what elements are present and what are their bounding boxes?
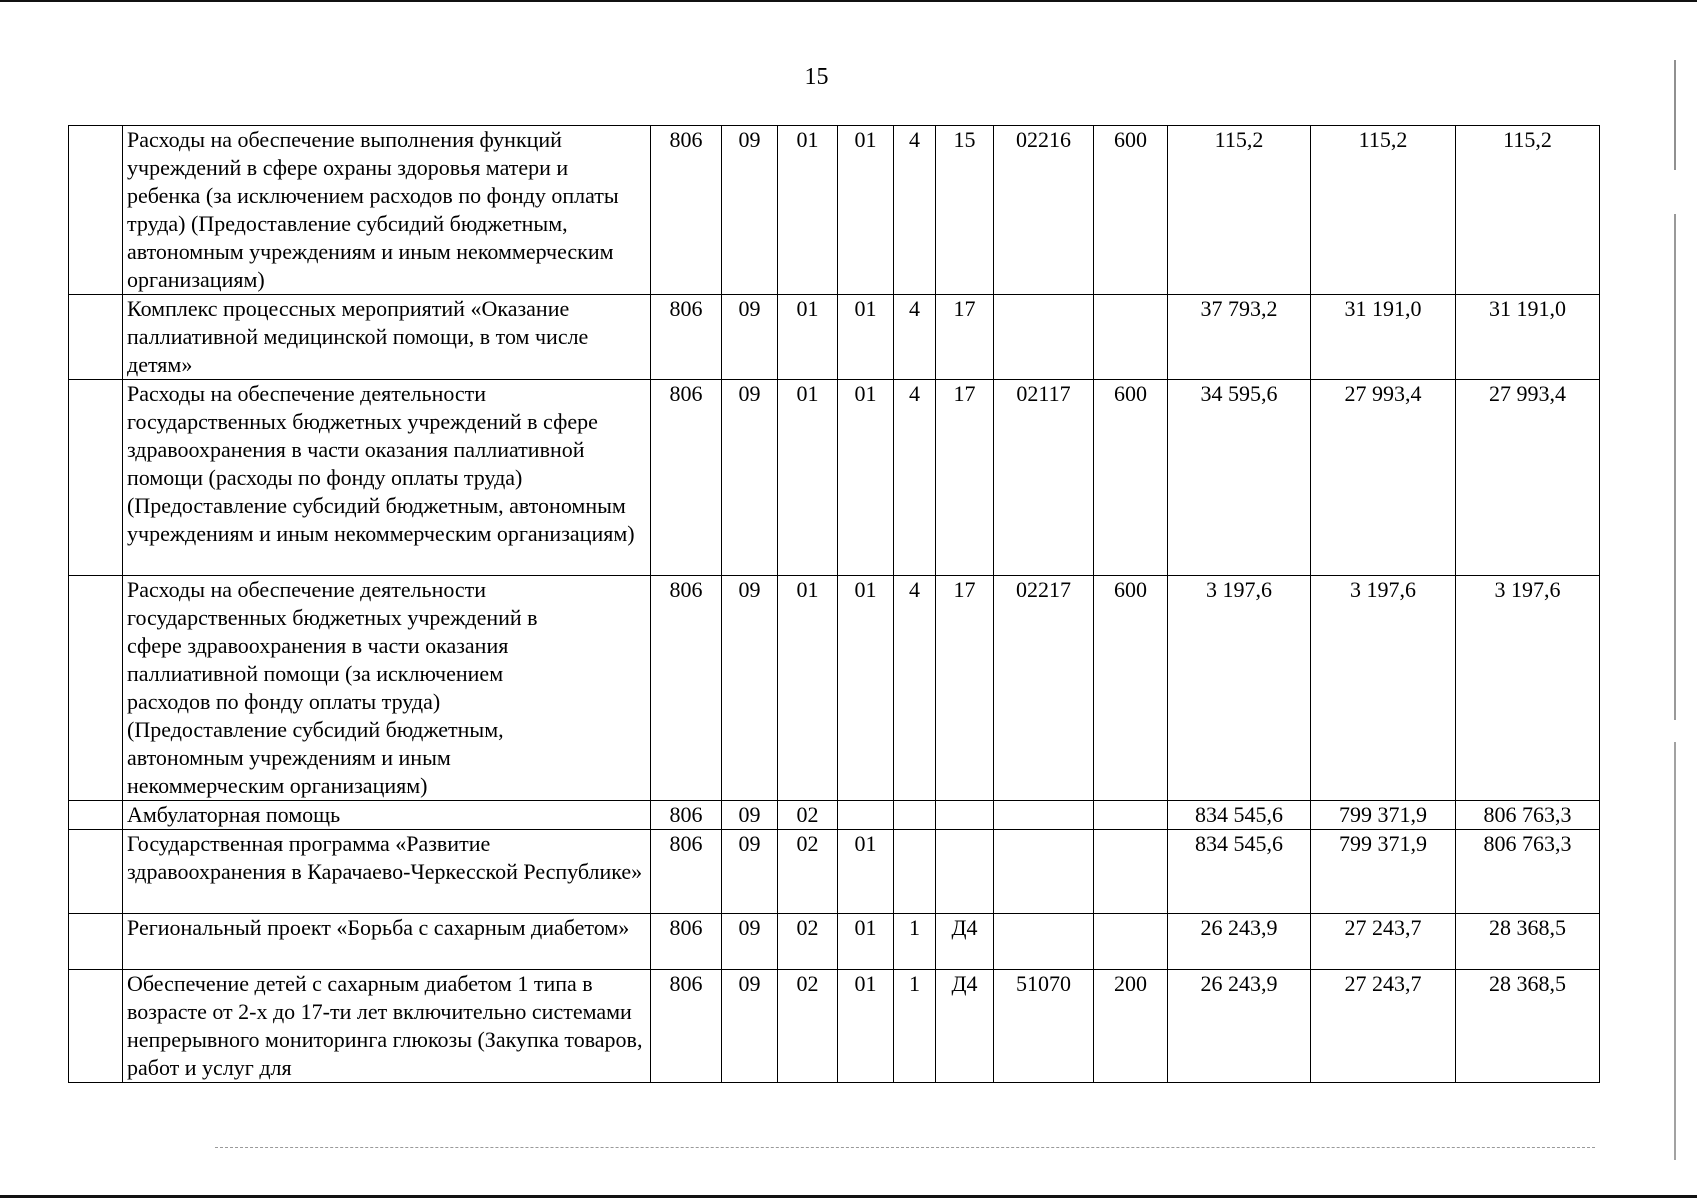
amount-year-2: 27 243,7 xyxy=(1311,914,1456,970)
amount-year-2: 799 371,9 xyxy=(1311,801,1456,830)
ministry-code: 806 xyxy=(651,801,722,830)
expense-type-code xyxy=(1094,801,1168,830)
expense-name: Комплекс процессных мероприятий «Оказание паллиативной медицинской помощи, в том числе детям» xyxy=(123,295,651,380)
amount-year-1: 3 197,6 xyxy=(1168,576,1311,801)
subsection-code: 02 xyxy=(778,970,838,1083)
amount-year-3: 28 368,5 xyxy=(1456,914,1600,970)
section-code: 09 xyxy=(722,126,778,295)
structure-code xyxy=(894,830,936,914)
direction-code: 02217 xyxy=(994,576,1094,801)
row-number-cell xyxy=(69,295,123,380)
section-code: 09 xyxy=(722,801,778,830)
section-code: 09 xyxy=(722,380,778,576)
ministry-code: 806 xyxy=(651,295,722,380)
table-row xyxy=(69,295,1600,380)
row-number-cell xyxy=(69,126,123,295)
expense-type-code: 200 xyxy=(1094,970,1168,1083)
amount-year-3: 31 191,0 xyxy=(1456,295,1600,380)
table-row xyxy=(69,830,1600,914)
expense-name: Обеспечение детей с сахарным диабетом 1 типа в возрасте от 2-х до 17-ти лет включительно системами непрерывного мониторинга глюкозы (Закупка товаров, работ и услуг для xyxy=(123,970,651,1083)
expense-name: Региональный проект «Борьба с сахарным диабетом» xyxy=(123,914,651,970)
table-row xyxy=(69,914,1600,970)
ministry-code: 806 xyxy=(651,126,722,295)
amount-year-1: 37 793,2 xyxy=(1168,295,1311,380)
direction-code: 02117 xyxy=(994,380,1094,576)
scan-right-edge xyxy=(1674,60,1676,1160)
budget-table xyxy=(68,125,1600,1083)
amount-year-2: 27 993,4 xyxy=(1311,380,1456,576)
program-code: 01 xyxy=(838,380,894,576)
direction-code xyxy=(994,295,1094,380)
amount-year-1: 834 545,6 xyxy=(1168,830,1311,914)
measure-code: Д4 xyxy=(936,914,994,970)
expense-type-code: 600 xyxy=(1094,126,1168,295)
program-code: 01 xyxy=(838,830,894,914)
amount-year-3: 28 368,5 xyxy=(1456,970,1600,1083)
table-row xyxy=(69,380,1600,576)
subsection-code: 01 xyxy=(778,295,838,380)
expense-type-code xyxy=(1094,914,1168,970)
direction-code xyxy=(994,914,1094,970)
subsection-code: 01 xyxy=(778,576,838,801)
amount-year-2: 31 191,0 xyxy=(1311,295,1456,380)
amount-year-3: 115,2 xyxy=(1456,126,1600,295)
table-row xyxy=(69,126,1600,295)
expense-name: Расходы на обеспечение деятельности государственных бюджетных учреждений в сфере здравоохранения в части оказания паллиативной помощи (за исключением расходов по фонду оплаты труда) (Предоставление субсидий бюджетным, автономным учреждениям и иным некоммерческим организациям) xyxy=(123,576,651,801)
amount-year-3: 806 763,3 xyxy=(1456,801,1600,830)
amount-year-3: 3 197,6 xyxy=(1456,576,1600,801)
section-code: 09 xyxy=(722,295,778,380)
expense-name: Расходы на обеспечение выполнения функций учреждений в сфере охраны здоровья матери и ребенка (за исключением расходов по фонду оплаты труда) (Предоставление субсидий бюджетным, автономным учреждениям и иным некоммерческим организациям) xyxy=(123,126,651,295)
subsection-code: 02 xyxy=(778,830,838,914)
table-row xyxy=(69,970,1600,1083)
expense-type-code xyxy=(1094,295,1168,380)
amount-year-1: 115,2 xyxy=(1168,126,1311,295)
direction-code: 51070 xyxy=(994,970,1094,1083)
expense-name: Государственная программа «Развитие здравоохранения в Карачаево-Черкесской Республике» xyxy=(123,830,651,914)
program-code: 01 xyxy=(838,576,894,801)
amount-year-1: 26 243,9 xyxy=(1168,914,1311,970)
structure-code: 4 xyxy=(894,295,936,380)
page-number: 15 xyxy=(804,64,829,90)
amount-year-1: 34 595,6 xyxy=(1168,380,1311,576)
section-code: 09 xyxy=(722,970,778,1083)
program-code: 01 xyxy=(838,970,894,1083)
structure-code: 4 xyxy=(894,126,936,295)
amount-year-1: 26 243,9 xyxy=(1168,970,1311,1083)
amount-year-3: 806 763,3 xyxy=(1456,830,1600,914)
measure-code: 17 xyxy=(936,295,994,380)
amount-year-3: 27 993,4 xyxy=(1456,380,1600,576)
expense-type-code xyxy=(1094,830,1168,914)
subsection-code: 01 xyxy=(778,126,838,295)
direction-code xyxy=(994,830,1094,914)
program-code xyxy=(838,801,894,830)
subsection-code: 02 xyxy=(778,914,838,970)
subsection-code: 02 xyxy=(778,801,838,830)
program-code: 01 xyxy=(838,295,894,380)
scan-bottom-edge xyxy=(0,1195,1697,1198)
structure-code: 1 xyxy=(894,970,936,1083)
measure-code xyxy=(936,801,994,830)
row-number-cell xyxy=(69,380,123,576)
direction-code: 02216 xyxy=(994,126,1094,295)
measure-code xyxy=(936,830,994,914)
structure-code: 4 xyxy=(894,380,936,576)
ministry-code: 806 xyxy=(651,380,722,576)
ministry-code: 806 xyxy=(651,970,722,1083)
section-code: 09 xyxy=(722,914,778,970)
ministry-code: 806 xyxy=(651,830,722,914)
section-code: 09 xyxy=(722,576,778,801)
section-code: 09 xyxy=(722,830,778,914)
table-row xyxy=(69,576,1600,801)
amount-year-2: 27 243,7 xyxy=(1311,970,1456,1083)
table-row xyxy=(69,801,1600,830)
structure-code: 1 xyxy=(894,914,936,970)
row-number-cell xyxy=(69,801,123,830)
row-number-cell xyxy=(69,914,123,970)
measure-code: 17 xyxy=(936,380,994,576)
amount-year-2: 3 197,6 xyxy=(1311,576,1456,801)
row-number-cell xyxy=(69,576,123,801)
measure-code: 17 xyxy=(936,576,994,801)
ministry-code: 806 xyxy=(651,914,722,970)
amount-year-2: 115,2 xyxy=(1311,126,1456,295)
row-number-cell xyxy=(69,970,123,1083)
program-code: 01 xyxy=(838,914,894,970)
direction-code xyxy=(994,801,1094,830)
program-code: 01 xyxy=(838,126,894,295)
scan-top-edge xyxy=(0,0,1697,2)
amount-year-1: 834 545,6 xyxy=(1168,801,1311,830)
subsection-code: 01 xyxy=(778,380,838,576)
scan-dashed-line xyxy=(215,1147,1595,1148)
amount-year-2: 799 371,9 xyxy=(1311,830,1456,914)
expense-type-code: 600 xyxy=(1094,576,1168,801)
ministry-code: 806 xyxy=(651,576,722,801)
expense-type-code: 600 xyxy=(1094,380,1168,576)
measure-code: 15 xyxy=(936,126,994,295)
expense-name: Амбулаторная помощь xyxy=(123,801,651,830)
expense-name: Расходы на обеспечение деятельности государственных бюджетных учреждений в сфере здравоохранения в части оказания паллиативной помощи (расходы по фонду оплаты труда) (Предоставление субсидий бюджетным, автономным учреждениям и иным некоммерческим организациям) xyxy=(123,380,651,576)
structure-code: 4 xyxy=(894,576,936,801)
measure-code: Д4 xyxy=(936,970,994,1083)
structure-code xyxy=(894,801,936,830)
row-number-cell xyxy=(69,830,123,914)
